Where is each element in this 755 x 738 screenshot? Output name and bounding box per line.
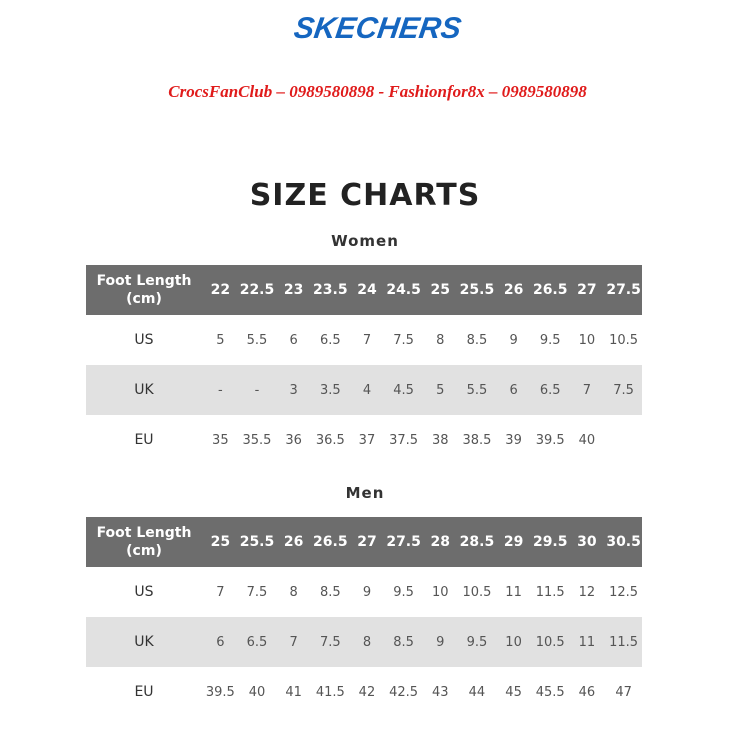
foot-length-cell: 28: [422, 517, 459, 567]
size-cell: -: [202, 365, 239, 415]
foot-length-cell: 27: [569, 265, 606, 315]
row-label: EU: [134, 684, 154, 700]
size-cell: 12: [578, 584, 596, 600]
size-cell: 10: [495, 617, 532, 667]
size-cell: 7.5: [312, 617, 349, 667]
foot-length-cell: 25: [202, 517, 239, 567]
size-cell: 47: [615, 684, 632, 700]
size-cell: 9: [422, 617, 459, 667]
size-cell: 44: [468, 684, 486, 700]
foot-length-cell: 22.5: [239, 265, 276, 315]
foot-length-cell: 26: [275, 517, 312, 567]
size-cell: -: [239, 365, 276, 415]
foot-length-cell: 26.5: [532, 265, 569, 315]
foot-length-cell: 29.5: [532, 517, 569, 567]
size-cell: 41: [285, 684, 302, 700]
size-cell: 8.5: [466, 332, 488, 348]
size-cell: 6: [202, 617, 239, 667]
size-cell: 45: [505, 684, 522, 700]
foot-length-cell: 25.5: [239, 517, 276, 567]
size-cell: 35.5: [242, 432, 272, 448]
foot-length-cell: 24: [349, 265, 386, 315]
size-cell: 7.5: [393, 332, 414, 348]
size-cell: 37: [358, 432, 376, 448]
size-cell: 10.5: [609, 332, 639, 348]
size-cell: 8: [349, 617, 386, 667]
size-cell: 11.5: [605, 617, 642, 667]
size-cell: 7: [275, 617, 312, 667]
size-cell: 39.5: [205, 684, 235, 700]
size-cell: 41.5: [315, 684, 345, 700]
header-label-line2: (cm): [126, 543, 162, 559]
size-cell: 10.5: [462, 584, 492, 600]
foot-length-cell: 22: [202, 265, 239, 315]
size-cell: 11.5: [535, 584, 565, 600]
foot-length-cell: 24.5: [385, 265, 422, 315]
size-cell: 39: [505, 432, 522, 448]
size-cell: [605, 415, 642, 465]
header-label-line1: Foot Length: [96, 525, 192, 541]
size-cell: 38: [431, 432, 449, 448]
size-cell: 6: [289, 332, 298, 348]
size-cell: 9: [509, 332, 518, 348]
size-cell: 9: [362, 584, 372, 600]
size-cell: 5: [216, 332, 225, 348]
size-cell: 7.5: [246, 584, 268, 600]
size-cell: 8.5: [385, 617, 422, 667]
size-cell: 5.5: [459, 365, 496, 415]
size-cell: 9.5: [459, 617, 496, 667]
foot-length-cell: 30: [569, 517, 606, 567]
table-row: [86, 415, 642, 465]
size-cell: 8.5: [319, 584, 341, 600]
foot-length-cell: 26: [495, 265, 532, 315]
size-cell: 3: [275, 365, 312, 415]
row-label: UK: [86, 365, 202, 415]
size-cell: 5.5: [246, 332, 268, 348]
size-cell: 11: [505, 584, 522, 600]
size-cell: 4.5: [385, 365, 422, 415]
table-row: [86, 567, 642, 617]
size-cell: 42: [358, 684, 376, 700]
size-cell: 38.5: [462, 432, 492, 448]
skechers-logo: SKECHERS: [291, 12, 464, 45]
table-row: [86, 315, 642, 365]
women-size-table: [86, 265, 642, 465]
foot-length-cell: 27.5: [605, 265, 642, 315]
table-row: [86, 617, 642, 667]
header-row: [86, 265, 642, 315]
size-cell: 10: [578, 332, 596, 348]
foot-length-cell: 30.5: [605, 517, 642, 567]
foot-length-cell: 27: [349, 517, 386, 567]
header-label-line1: Foot Length: [96, 273, 192, 289]
size-cell: 39.5: [535, 432, 565, 448]
table-row: [86, 365, 642, 415]
size-cell: 7: [216, 584, 225, 600]
size-cell: 8: [289, 584, 298, 600]
size-cell: 36.5: [315, 432, 345, 448]
size-cell: 6.5: [319, 332, 341, 348]
page-title: SIZE CHARTS: [249, 178, 481, 213]
size-cell: 8: [436, 332, 445, 348]
size-cell: 7: [569, 365, 606, 415]
size-cell: 6.5: [532, 365, 569, 415]
size-cell: 12.5: [609, 584, 639, 600]
size-cell: 9.5: [393, 584, 414, 600]
header-row: [86, 517, 642, 567]
size-cell: 6.5: [239, 617, 276, 667]
size-cell: 11: [569, 617, 606, 667]
size-cell: 45.5: [535, 684, 565, 700]
table-row: [86, 667, 642, 717]
foot-length-cell: 28.5: [459, 517, 496, 567]
foot-length-header-label: [86, 517, 202, 567]
foot-length-cell: 27.5: [385, 517, 422, 567]
size-cell: 5: [422, 365, 459, 415]
foot-length-cell: 25: [422, 265, 459, 315]
size-cell: 10: [431, 584, 449, 600]
row-label: UK: [86, 617, 202, 667]
row-label: US: [134, 584, 154, 600]
promo-banner-text: CrocsFanClub – 0989580898 - Fashionfor8x – 0989580898: [168, 82, 587, 101]
men-section-title: Men: [345, 484, 385, 502]
size-cell: 40: [578, 432, 596, 448]
men-size-table: [86, 517, 642, 717]
row-label: US: [134, 332, 154, 348]
size-cell: 35: [212, 432, 229, 448]
size-cell: 40: [248, 684, 266, 700]
women-section-title: Women: [331, 232, 399, 250]
size-cell: 7.5: [605, 365, 642, 415]
foot-length-cell: 25.5: [459, 265, 496, 315]
size-cell: 9.5: [539, 332, 561, 348]
foot-length-header-label: [86, 265, 202, 315]
header-label-line2: (cm): [126, 291, 162, 307]
size-cell: 36: [285, 432, 302, 448]
size-cell: 43: [431, 684, 449, 700]
foot-length-cell: 26.5: [312, 517, 349, 567]
size-cell: 3.5: [312, 365, 349, 415]
size-cell: 10.5: [532, 617, 569, 667]
foot-length-cell: 29: [495, 517, 532, 567]
size-cell: 4: [349, 365, 386, 415]
size-cell: 37.5: [389, 432, 419, 448]
size-cell: 42.5: [389, 684, 419, 700]
size-cell: 7: [362, 332, 372, 348]
size-cell: 6: [495, 365, 532, 415]
row-label: EU: [134, 432, 154, 448]
foot-length-cell: 23.5: [312, 265, 349, 315]
size-cell: 46: [578, 684, 596, 700]
foot-length-cell: 23: [275, 265, 312, 315]
